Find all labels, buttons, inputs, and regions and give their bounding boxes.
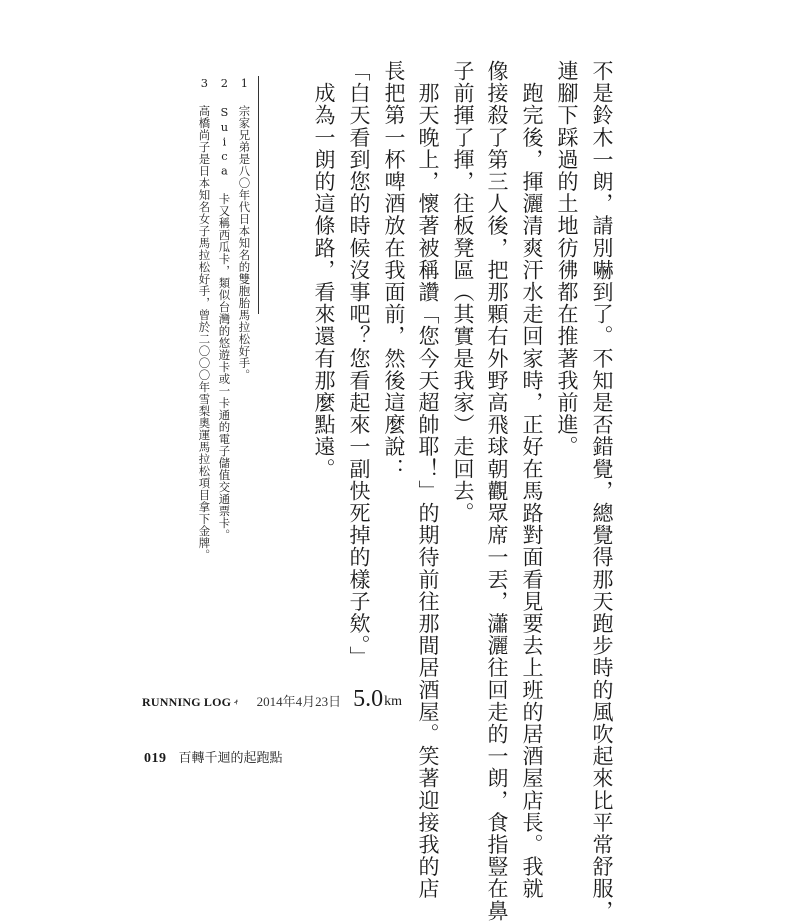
footnote-3: 3 高橋尚子是日本知名女子馬拉松好手，曾於二〇〇〇年雪梨奧運馬拉松項目拿下金牌。 <box>197 76 212 562</box>
running-head: 百轉千迴的起跑點 <box>178 751 283 766</box>
body-column-5: 子前揮了揮，往板凳區（其實是我家）走回去。 <box>451 60 475 525</box>
run-date: 2014年4月23日 <box>256 694 342 709</box>
body-column-2: 連腳下踩過的土地彷彿都在推著我前進。 <box>555 60 579 458</box>
runner-icon <box>234 694 238 710</box>
body-column-6: 那天晚上，懷著被稱讚「您今天超帥耶！」的期待前往那間居酒屋。笑著迎接我的店 <box>416 60 440 900</box>
body-column-3: 跑完後，揮灑清爽汗水走回家時，正好在馬路對面看見要去上班的居酒屋店長。我就 <box>520 60 544 900</box>
body-column-1: 不是鈴木一朗，請別嚇到了。不知是否錯覺，總覺得那天跑步時的風吹起來比平常舒服， <box>590 60 614 922</box>
run-distance: 5.0 <box>353 686 384 712</box>
running-log-title: RUNNING LOG <box>142 695 232 709</box>
page-number: 019 <box>144 751 167 766</box>
run-distance-unit: km <box>384 694 402 709</box>
body-column-4: 像接殺了第三人後，把那顆右外野高飛球朝觀眾席一丟，瀟灑往回走的一朗，食指豎在鼻 <box>485 60 509 922</box>
body-column-9: 成為一朗的這條路，看來還有那麼點遠。 <box>312 60 336 480</box>
page-footer <box>144 747 283 767</box>
running-log <box>142 688 402 710</box>
footnote-2: 2 Suica 卡又稱西瓜卡，類似台灣的悠遊卡或一卡通的電子儲值交通票卡。 <box>217 76 232 541</box>
footnote-1: 1 宗家兄弟是八〇年代日本知名的雙胞胎馬拉松好手。 <box>237 76 252 382</box>
body-column-7: 長把第一杯啤酒放在我面前，然後這麼說： <box>382 60 406 480</box>
body-column-8: 「白天看到您的時候沒事吧？您看起來一副快死掉的樣子欸。」 <box>347 60 371 669</box>
footnote-divider <box>258 76 259 314</box>
